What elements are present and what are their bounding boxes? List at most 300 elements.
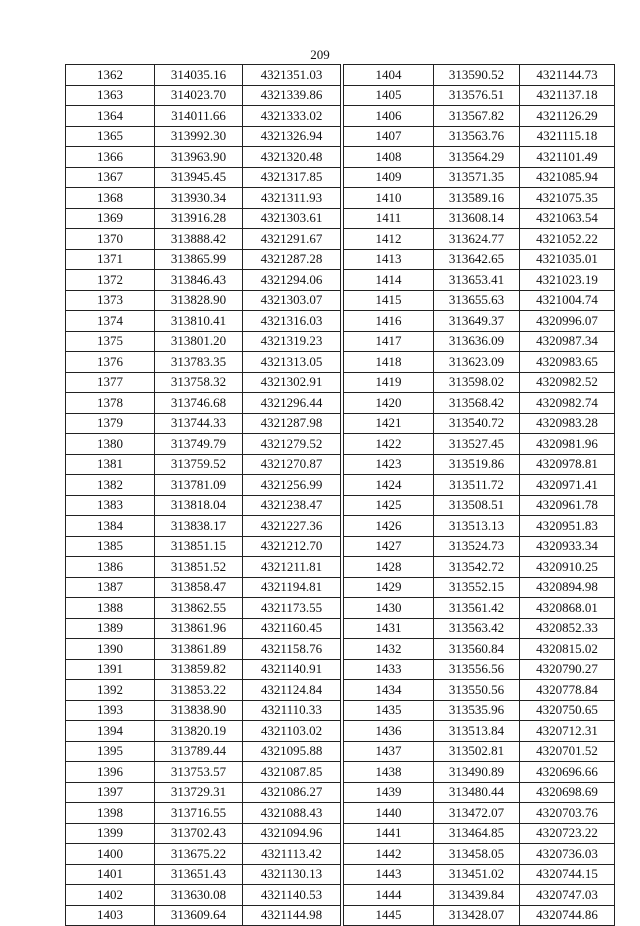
- table-row: [344, 680, 615, 701]
- x-coordinate-cell: 313556.56: [434, 659, 520, 680]
- table-row: [66, 290, 341, 311]
- x-coordinate-cell: 313598.02: [434, 372, 520, 393]
- table-row: [344, 229, 615, 250]
- table-row: [344, 516, 615, 537]
- table-row: [66, 188, 341, 209]
- y-coordinate-cell: 4321004.74: [520, 290, 615, 311]
- y-coordinate-cell: 4321313.05: [243, 352, 341, 373]
- x-coordinate-cell: 313783.35: [155, 352, 243, 373]
- table-row: [66, 885, 341, 906]
- table-row: [344, 249, 615, 270]
- y-coordinate-cell: 4321212.70: [243, 536, 341, 557]
- x-coordinate-cell: 313519.86: [434, 454, 520, 475]
- table-row: [344, 65, 615, 86]
- point-number-cell: 1398: [66, 803, 155, 824]
- y-coordinate-cell: 4320712.31: [520, 721, 615, 742]
- point-number-cell: 1431: [344, 618, 434, 639]
- table-row: [66, 536, 341, 557]
- x-coordinate-cell: 313513.84: [434, 721, 520, 742]
- point-number-cell: 1420: [344, 393, 434, 414]
- point-number-cell: 1413: [344, 249, 434, 270]
- x-coordinate-cell: 313589.16: [434, 188, 520, 209]
- point-number-cell: 1385: [66, 536, 155, 557]
- y-coordinate-cell: 4321194.81: [243, 577, 341, 598]
- point-number-cell: 1403: [66, 905, 155, 926]
- x-coordinate-cell: 313653.41: [434, 270, 520, 291]
- x-coordinate-cell: 313702.43: [155, 823, 243, 844]
- y-coordinate-cell: 4321052.22: [520, 229, 615, 250]
- table-row: [344, 85, 615, 106]
- y-coordinate-cell: 4321287.28: [243, 249, 341, 270]
- table-row: [344, 598, 615, 619]
- table-row: [344, 106, 615, 127]
- table-row: [344, 844, 615, 865]
- point-number-cell: 1374: [66, 311, 155, 332]
- y-coordinate-cell: 4320983.28: [520, 413, 615, 434]
- point-number-cell: 1422: [344, 434, 434, 455]
- x-coordinate-cell: 313851.52: [155, 557, 243, 578]
- x-coordinate-cell: 314023.70: [155, 85, 243, 106]
- x-coordinate-cell: 313851.15: [155, 536, 243, 557]
- table-row: [66, 434, 341, 455]
- x-coordinate-cell: 313623.09: [434, 352, 520, 373]
- point-number-cell: 1392: [66, 680, 155, 701]
- table-row: [344, 434, 615, 455]
- point-number-cell: 1415: [344, 290, 434, 311]
- x-coordinate-cell: 314011.66: [155, 106, 243, 127]
- table-row: [66, 249, 341, 270]
- table-row: [66, 126, 341, 147]
- y-coordinate-cell: 4321326.94: [243, 126, 341, 147]
- table-row: [66, 721, 341, 742]
- y-coordinate-cell: 4321115.18: [520, 126, 615, 147]
- point-number-cell: 1375: [66, 331, 155, 352]
- x-coordinate-cell: 313789.44: [155, 741, 243, 762]
- table-row: [66, 106, 341, 127]
- x-coordinate-cell: 313636.09: [434, 331, 520, 352]
- x-coordinate-cell: 313513.13: [434, 516, 520, 537]
- point-number-cell: 1373: [66, 290, 155, 311]
- x-coordinate-cell: 313568.42: [434, 393, 520, 414]
- point-number-cell: 1378: [66, 393, 155, 414]
- point-number-cell: 1364: [66, 106, 155, 127]
- point-number-cell: 1387: [66, 577, 155, 598]
- point-number-cell: 1433: [344, 659, 434, 680]
- y-coordinate-cell: 4321227.36: [243, 516, 341, 537]
- x-coordinate-cell: 314035.16: [155, 65, 243, 86]
- point-number-cell: 1434: [344, 680, 434, 701]
- y-coordinate-cell: 4320750.65: [520, 700, 615, 721]
- table-row: [344, 372, 615, 393]
- table-row: [66, 577, 341, 598]
- table-row: [344, 167, 615, 188]
- point-number-cell: 1421: [344, 413, 434, 434]
- y-coordinate-cell: 4320736.03: [520, 844, 615, 865]
- table-row: [66, 65, 341, 86]
- point-number-cell: 1370: [66, 229, 155, 250]
- y-coordinate-cell: 4321270.87: [243, 454, 341, 475]
- point-number-cell: 1379: [66, 413, 155, 434]
- x-coordinate-cell: 313859.82: [155, 659, 243, 680]
- y-coordinate-cell: 4320723.22: [520, 823, 615, 844]
- table-row: [66, 393, 341, 414]
- point-number-cell: 1408: [344, 147, 434, 168]
- y-coordinate-cell: 4321351.03: [243, 65, 341, 86]
- x-coordinate-cell: 313838.90: [155, 700, 243, 721]
- table-row: [66, 516, 341, 537]
- x-coordinate-cell: 313992.30: [155, 126, 243, 147]
- point-number-cell: 1407: [344, 126, 434, 147]
- y-coordinate-cell: 4320778.84: [520, 680, 615, 701]
- y-coordinate-cell: 4321085.94: [520, 167, 615, 188]
- y-coordinate-cell: 4320982.52: [520, 372, 615, 393]
- table-row: [344, 454, 615, 475]
- x-coordinate-cell: 313524.73: [434, 536, 520, 557]
- y-coordinate-cell: 4320852.33: [520, 618, 615, 639]
- x-coordinate-cell: 313560.84: [434, 639, 520, 660]
- x-coordinate-cell: 313888.42: [155, 229, 243, 250]
- point-number-cell: 1416: [344, 311, 434, 332]
- point-number-cell: 1382: [66, 475, 155, 496]
- table-row: [66, 229, 341, 250]
- coordinates-table-right-body: [344, 65, 615, 926]
- table-row: [344, 741, 615, 762]
- point-number-cell: 1394: [66, 721, 155, 742]
- point-number-cell: 1417: [344, 331, 434, 352]
- y-coordinate-cell: 4321173.55: [243, 598, 341, 619]
- point-number-cell: 1423: [344, 454, 434, 475]
- x-coordinate-cell: 313464.85: [434, 823, 520, 844]
- point-number-cell: 1397: [66, 782, 155, 803]
- y-coordinate-cell: 4321238.47: [243, 495, 341, 516]
- table-row: [66, 85, 341, 106]
- y-coordinate-cell: 4320744.15: [520, 864, 615, 885]
- coordinates-table-left: [65, 64, 341, 926]
- point-number-cell: 1441: [344, 823, 434, 844]
- y-coordinate-cell: 4321140.53: [243, 885, 341, 906]
- point-number-cell: 1405: [344, 85, 434, 106]
- table-row: [66, 413, 341, 434]
- table-row: [344, 536, 615, 557]
- y-coordinate-cell: 4320790.27: [520, 659, 615, 680]
- y-coordinate-cell: 4321296.44: [243, 393, 341, 414]
- x-coordinate-cell: 313846.43: [155, 270, 243, 291]
- point-number-cell: 1362: [66, 65, 155, 86]
- point-number-cell: 1429: [344, 577, 434, 598]
- table-row: [344, 331, 615, 352]
- table-row: [344, 147, 615, 168]
- y-coordinate-cell: 4321101.49: [520, 147, 615, 168]
- x-coordinate-cell: 313758.32: [155, 372, 243, 393]
- point-number-cell: 1435: [344, 700, 434, 721]
- point-number-cell: 1406: [344, 106, 434, 127]
- y-coordinate-cell: 4320910.25: [520, 557, 615, 578]
- x-coordinate-cell: 313963.90: [155, 147, 243, 168]
- x-coordinate-cell: 313630.08: [155, 885, 243, 906]
- point-number-cell: 1367: [66, 167, 155, 188]
- table-row: [344, 905, 615, 926]
- point-number-cell: 1437: [344, 741, 434, 762]
- x-coordinate-cell: 313590.52: [434, 65, 520, 86]
- x-coordinate-cell: 313862.55: [155, 598, 243, 619]
- table-row: [66, 147, 341, 168]
- point-number-cell: 1363: [66, 85, 155, 106]
- y-coordinate-cell: 4320894.98: [520, 577, 615, 598]
- y-coordinate-cell: 4320868.01: [520, 598, 615, 619]
- y-coordinate-cell: 4321086.27: [243, 782, 341, 803]
- x-coordinate-cell: 313853.22: [155, 680, 243, 701]
- y-coordinate-cell: 4320982.74: [520, 393, 615, 414]
- x-coordinate-cell: 313930.34: [155, 188, 243, 209]
- table-row: [66, 639, 341, 660]
- point-number-cell: 1412: [344, 229, 434, 250]
- table-row: [66, 270, 341, 291]
- y-coordinate-cell: 4321124.84: [243, 680, 341, 701]
- x-coordinate-cell: 313540.72: [434, 413, 520, 434]
- table-row: [344, 352, 615, 373]
- table-row: [344, 885, 615, 906]
- y-coordinate-cell: 4320703.76: [520, 803, 615, 824]
- y-coordinate-cell: 4321140.91: [243, 659, 341, 680]
- x-coordinate-cell: 313716.55: [155, 803, 243, 824]
- table-row: [66, 208, 341, 229]
- x-coordinate-cell: 313472.07: [434, 803, 520, 824]
- point-number-cell: 1409: [344, 167, 434, 188]
- x-coordinate-cell: 313651.43: [155, 864, 243, 885]
- x-coordinate-cell: 313810.41: [155, 311, 243, 332]
- x-coordinate-cell: 313744.33: [155, 413, 243, 434]
- y-coordinate-cell: 4321063.54: [520, 208, 615, 229]
- y-coordinate-cell: 4320987.34: [520, 331, 615, 352]
- y-coordinate-cell: 4321035.01: [520, 249, 615, 270]
- table-row: [344, 393, 615, 414]
- y-coordinate-cell: 4321256.99: [243, 475, 341, 496]
- point-number-cell: 1418: [344, 352, 434, 373]
- table-row: [344, 126, 615, 147]
- point-number-cell: 1438: [344, 762, 434, 783]
- y-coordinate-cell: 4321333.02: [243, 106, 341, 127]
- table-row: [344, 270, 615, 291]
- y-coordinate-cell: 4321317.85: [243, 167, 341, 188]
- y-coordinate-cell: 4321158.76: [243, 639, 341, 660]
- table-row: [66, 680, 341, 701]
- coordinates-table-right: [343, 64, 615, 926]
- point-number-cell: 1383: [66, 495, 155, 516]
- y-coordinate-cell: 4321087.85: [243, 762, 341, 783]
- x-coordinate-cell: 313759.52: [155, 454, 243, 475]
- table-row: [66, 454, 341, 475]
- y-coordinate-cell: 4321294.06: [243, 270, 341, 291]
- y-coordinate-cell: 4321088.43: [243, 803, 341, 824]
- x-coordinate-cell: 313916.28: [155, 208, 243, 229]
- x-coordinate-cell: 313571.35: [434, 167, 520, 188]
- y-coordinate-cell: 4321287.98: [243, 413, 341, 434]
- y-coordinate-cell: 4321137.18: [520, 85, 615, 106]
- table-row: [344, 762, 615, 783]
- y-coordinate-cell: 4320933.34: [520, 536, 615, 557]
- table-row: [66, 823, 341, 844]
- table-row: [66, 372, 341, 393]
- table-row: [344, 803, 615, 824]
- x-coordinate-cell: 313609.64: [155, 905, 243, 926]
- table-row: [66, 352, 341, 373]
- point-number-cell: 1424: [344, 475, 434, 496]
- x-coordinate-cell: 313564.29: [434, 147, 520, 168]
- point-number-cell: 1391: [66, 659, 155, 680]
- point-number-cell: 1371: [66, 249, 155, 270]
- x-coordinate-cell: 313480.44: [434, 782, 520, 803]
- point-number-cell: 1402: [66, 885, 155, 906]
- y-coordinate-cell: 4321126.29: [520, 106, 615, 127]
- point-number-cell: 1395: [66, 741, 155, 762]
- point-number-cell: 1380: [66, 434, 155, 455]
- x-coordinate-cell: 313428.07: [434, 905, 520, 926]
- point-number-cell: 1419: [344, 372, 434, 393]
- x-coordinate-cell: 313729.31: [155, 782, 243, 803]
- table-row: [344, 413, 615, 434]
- point-number-cell: 1390: [66, 639, 155, 660]
- x-coordinate-cell: 313567.82: [434, 106, 520, 127]
- x-coordinate-cell: 313753.57: [155, 762, 243, 783]
- y-coordinate-cell: 4320996.07: [520, 311, 615, 332]
- table-row: [66, 803, 341, 824]
- table-row: [66, 741, 341, 762]
- y-coordinate-cell: 4321320.48: [243, 147, 341, 168]
- x-coordinate-cell: 313563.42: [434, 618, 520, 639]
- x-coordinate-cell: 313838.17: [155, 516, 243, 537]
- y-coordinate-cell: 4320961.78: [520, 495, 615, 516]
- y-coordinate-cell: 4321303.61: [243, 208, 341, 229]
- x-coordinate-cell: 313828.90: [155, 290, 243, 311]
- y-coordinate-cell: 4321291.67: [243, 229, 341, 250]
- point-number-cell: 1430: [344, 598, 434, 619]
- x-coordinate-cell: 313861.96: [155, 618, 243, 639]
- y-coordinate-cell: 4321110.33: [243, 700, 341, 721]
- x-coordinate-cell: 313820.19: [155, 721, 243, 742]
- x-coordinate-cell: 313818.04: [155, 495, 243, 516]
- y-coordinate-cell: 4320983.65: [520, 352, 615, 373]
- table-row: [66, 311, 341, 332]
- x-coordinate-cell: 313861.89: [155, 639, 243, 660]
- point-number-cell: 1436: [344, 721, 434, 742]
- x-coordinate-cell: 313502.81: [434, 741, 520, 762]
- point-number-cell: 1425: [344, 495, 434, 516]
- table-row: [66, 844, 341, 865]
- y-coordinate-cell: 4321130.13: [243, 864, 341, 885]
- y-coordinate-cell: 4321316.03: [243, 311, 341, 332]
- table-row: [344, 823, 615, 844]
- table-row: [66, 659, 341, 680]
- point-number-cell: 1444: [344, 885, 434, 906]
- point-number-cell: 1376: [66, 352, 155, 373]
- x-coordinate-cell: 313527.45: [434, 434, 520, 455]
- point-number-cell: 1426: [344, 516, 434, 537]
- table-row: [344, 700, 615, 721]
- point-number-cell: 1365: [66, 126, 155, 147]
- point-number-cell: 1411: [344, 208, 434, 229]
- x-coordinate-cell: 313801.20: [155, 331, 243, 352]
- point-number-cell: 1372: [66, 270, 155, 291]
- point-number-cell: 1393: [66, 700, 155, 721]
- y-coordinate-cell: 4320701.52: [520, 741, 615, 762]
- y-coordinate-cell: 4320978.81: [520, 454, 615, 475]
- y-coordinate-cell: 4321144.98: [243, 905, 341, 926]
- table-row: [344, 188, 615, 209]
- x-coordinate-cell: 313511.72: [434, 475, 520, 496]
- table-row: [66, 762, 341, 783]
- point-number-cell: 1445: [344, 905, 434, 926]
- table-row: [344, 290, 615, 311]
- table-row: [66, 905, 341, 926]
- y-coordinate-cell: 4321023.19: [520, 270, 615, 291]
- table-row: [344, 495, 615, 516]
- x-coordinate-cell: 313561.42: [434, 598, 520, 619]
- x-coordinate-cell: 313865.99: [155, 249, 243, 270]
- page-number: 209: [310, 47, 330, 62]
- x-coordinate-cell: 313945.45: [155, 167, 243, 188]
- table-row: [344, 557, 615, 578]
- x-coordinate-cell: 313655.63: [434, 290, 520, 311]
- x-coordinate-cell: 313550.56: [434, 680, 520, 701]
- table-row: [344, 659, 615, 680]
- x-coordinate-cell: 313458.05: [434, 844, 520, 865]
- point-number-cell: 1386: [66, 557, 155, 578]
- point-number-cell: 1401: [66, 864, 155, 885]
- y-coordinate-cell: 4320971.41: [520, 475, 615, 496]
- y-coordinate-cell: 4320698.69: [520, 782, 615, 803]
- table-row: [66, 331, 341, 352]
- y-coordinate-cell: 4320815.02: [520, 639, 615, 660]
- table-row: [66, 618, 341, 639]
- y-coordinate-cell: 4321303.07: [243, 290, 341, 311]
- point-number-cell: 1369: [66, 208, 155, 229]
- y-coordinate-cell: 4321160.45: [243, 618, 341, 639]
- point-number-cell: 1414: [344, 270, 434, 291]
- point-number-cell: 1432: [344, 639, 434, 660]
- point-number-cell: 1427: [344, 536, 434, 557]
- table-row: [66, 495, 341, 516]
- x-coordinate-cell: 313642.65: [434, 249, 520, 270]
- table-row: [66, 598, 341, 619]
- y-coordinate-cell: 4321103.02: [243, 721, 341, 742]
- point-number-cell: 1381: [66, 454, 155, 475]
- y-coordinate-cell: 4320696.66: [520, 762, 615, 783]
- point-number-cell: 1442: [344, 844, 434, 865]
- table-row: [344, 475, 615, 496]
- y-coordinate-cell: 4320744.86: [520, 905, 615, 926]
- x-coordinate-cell: 313675.22: [155, 844, 243, 865]
- table-row: [66, 167, 341, 188]
- point-number-cell: 1388: [66, 598, 155, 619]
- point-number-cell: 1399: [66, 823, 155, 844]
- point-number-cell: 1440: [344, 803, 434, 824]
- x-coordinate-cell: 313576.51: [434, 85, 520, 106]
- table-row: [344, 311, 615, 332]
- table-row: [344, 577, 615, 598]
- y-coordinate-cell: 4321311.93: [243, 188, 341, 209]
- coordinates-table-left-body: [66, 65, 341, 926]
- y-coordinate-cell: 4320981.96: [520, 434, 615, 455]
- x-coordinate-cell: 313624.77: [434, 229, 520, 250]
- x-coordinate-cell: 313508.51: [434, 495, 520, 516]
- point-number-cell: 1439: [344, 782, 434, 803]
- y-coordinate-cell: 4321319.23: [243, 331, 341, 352]
- y-coordinate-cell: 4321302.91: [243, 372, 341, 393]
- y-coordinate-cell: 4321095.88: [243, 741, 341, 762]
- table-row: [344, 864, 615, 885]
- table-row: [66, 557, 341, 578]
- y-coordinate-cell: 4321094.96: [243, 823, 341, 844]
